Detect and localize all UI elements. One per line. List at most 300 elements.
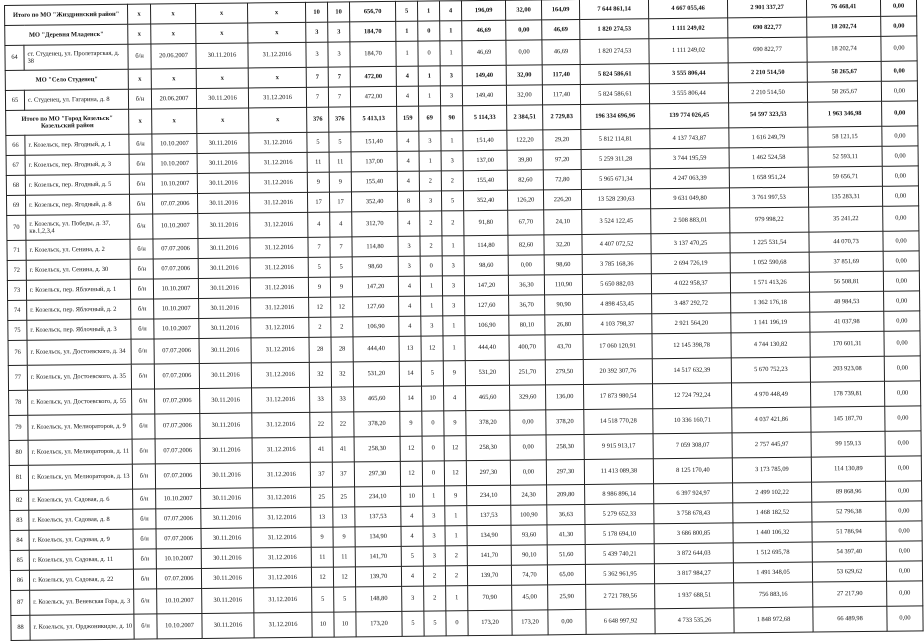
table-cell: 3 173 785,09 bbox=[732, 457, 811, 483]
table-cell: 10.10.2007 bbox=[152, 133, 197, 153]
table-cell: 4 bbox=[396, 86, 418, 106]
table-cell: 30.11.2016 bbox=[200, 388, 252, 414]
row-number: 82 bbox=[10, 490, 29, 510]
table-cell: 5 bbox=[308, 257, 330, 277]
table-cell: 226,20 bbox=[543, 189, 581, 209]
table-cell: б/н bbox=[131, 364, 154, 389]
table-cell: 5 439 740,21 bbox=[585, 544, 654, 565]
table-cell: 30.11.2016 bbox=[202, 613, 254, 639]
table-cell: 82,60 bbox=[507, 170, 543, 190]
table-cell: 0,00 bbox=[508, 255, 544, 275]
table-cell: 2 bbox=[331, 317, 353, 337]
table-cell: 07.07.2006 bbox=[155, 413, 200, 438]
table-cell: 234,10 bbox=[355, 486, 401, 506]
summary-cell: 117,40 bbox=[542, 64, 580, 84]
table-cell: 0,00 bbox=[882, 186, 918, 206]
table-cell: 5 259 311,28 bbox=[581, 149, 650, 170]
table-cell: 4 744 130,82 bbox=[731, 332, 810, 358]
address-cell: г. Козельск, пер. Яблочный, д. 3 bbox=[27, 319, 131, 340]
table-cell: 4 bbox=[399, 316, 421, 336]
summary-cell: 1 111 249,02 bbox=[649, 18, 728, 39]
summary-cell: 139 774 026,45 bbox=[650, 103, 729, 129]
table-cell: 151,40 bbox=[463, 130, 507, 150]
summary-cell: 2 384,51 bbox=[507, 105, 543, 130]
summary-cell: x bbox=[128, 69, 151, 89]
table-cell: 31.12.2016 bbox=[250, 212, 308, 238]
table-cell: 148,80 bbox=[356, 586, 402, 611]
table-cell: 9 bbox=[330, 277, 352, 297]
table-cell: 690 822,77 bbox=[728, 37, 807, 63]
table-cell: 3 bbox=[441, 151, 463, 171]
table-cell: 31.12.2016 bbox=[251, 297, 309, 318]
table-cell: 444,40 bbox=[353, 336, 399, 361]
table-cell: 07.07.2006 bbox=[153, 258, 198, 278]
table-cell: 251,70 bbox=[509, 360, 545, 385]
table-cell: 139,70 bbox=[355, 566, 401, 586]
row-number: 84 bbox=[10, 530, 29, 550]
table-cell: 1 616 249,79 bbox=[729, 127, 808, 148]
table-cell: 3 487 292,72 bbox=[652, 293, 731, 314]
table-cell: 1 bbox=[423, 486, 445, 506]
row-number: 87 bbox=[11, 590, 30, 615]
table-cell: б/н bbox=[128, 89, 151, 109]
table-cell: 6 397 924,97 bbox=[654, 483, 733, 504]
table-cell: 07.07.2006 bbox=[154, 363, 199, 388]
table-cell: б/н bbox=[130, 259, 153, 279]
table-cell: 7 bbox=[328, 87, 350, 107]
summary-cell: x bbox=[151, 68, 196, 88]
table-cell: 11 bbox=[329, 152, 351, 172]
table-cell: 147,20 bbox=[352, 276, 398, 296]
table-cell: 31.12.2016 bbox=[249, 192, 307, 213]
summary-cell: 164,09 bbox=[541, 0, 579, 20]
table-cell: 30.11.2016 bbox=[201, 568, 253, 589]
table-cell: 90,90 bbox=[545, 294, 583, 314]
table-cell: 4 bbox=[398, 211, 420, 236]
table-cell: 37 851,69 bbox=[809, 251, 883, 272]
row-number: 78 bbox=[9, 390, 28, 415]
table-cell: б/н bbox=[131, 319, 154, 339]
summary-cell: x bbox=[128, 4, 151, 24]
table-cell: 70,90 bbox=[468, 585, 512, 610]
table-cell: 31.12.2016 bbox=[251, 317, 309, 338]
table-cell: 07.07.2006 bbox=[156, 508, 201, 528]
table-cell: 2 757 445,97 bbox=[732, 432, 811, 458]
table-cell: 203 923,08 bbox=[810, 356, 884, 382]
summary-cell: 196,09 bbox=[461, 0, 505, 20]
table-cell: 0,00 bbox=[506, 40, 542, 65]
summary-cell: 1 bbox=[418, 66, 440, 86]
table-cell: 17 bbox=[329, 192, 351, 212]
table-cell: 0,00 bbox=[883, 251, 919, 271]
summary-cell: 32,00 bbox=[506, 65, 542, 85]
address-cell: г. Козельск, ул. Орджоникидзе, д. 10 bbox=[30, 614, 134, 640]
table-cell: 9 bbox=[443, 361, 465, 386]
table-cell: 0 bbox=[420, 256, 442, 276]
table-cell: 258,30 bbox=[466, 435, 510, 460]
summary-cell: 69 bbox=[419, 106, 441, 131]
table-cell: 3 bbox=[398, 256, 420, 276]
table-cell: 7 059 308,07 bbox=[653, 433, 732, 459]
summary-cell: 472,00 bbox=[350, 66, 396, 86]
table-cell: 0,00 bbox=[510, 435, 546, 460]
table-cell: 1 bbox=[441, 131, 463, 151]
table-cell: 31.12.2016 bbox=[254, 587, 312, 613]
table-cell: 0,00 bbox=[887, 606, 923, 631]
table-cell: 4 bbox=[399, 296, 421, 316]
table-cell: 3 bbox=[419, 191, 441, 211]
table-cell: 1 658 951,24 bbox=[729, 167, 808, 188]
table-cell: 0,00 bbox=[886, 561, 922, 581]
table-cell: 137,00 bbox=[463, 150, 507, 170]
summary-cell: x bbox=[248, 2, 306, 23]
table-cell: 37 bbox=[310, 462, 332, 487]
table-cell: 30.11.2016 bbox=[198, 258, 250, 279]
table-cell: 51,60 bbox=[547, 544, 585, 564]
address-cell: г. Козельск, ул. Победы, д. 37, кв.1,2,3,4 bbox=[26, 214, 130, 240]
table-cell: 0,00 bbox=[883, 231, 919, 251]
summary-label: МО "Село Студенец" bbox=[5, 69, 128, 90]
table-cell: 100,90 bbox=[511, 505, 547, 525]
table-cell: 378,20 bbox=[546, 409, 584, 434]
table-cell: 30.11.2016 bbox=[201, 508, 253, 529]
table-cell: 4 bbox=[398, 276, 420, 296]
table-cell: 1 440 106,32 bbox=[733, 522, 812, 543]
table-cell: 10 bbox=[334, 612, 356, 637]
table-cell: 80,10 bbox=[509, 315, 545, 335]
table-cell: 4 733 535,26 bbox=[655, 608, 734, 634]
table-cell: 4 bbox=[397, 151, 419, 171]
table-cell: 9 bbox=[311, 527, 333, 547]
table-cell: 31.12.2016 bbox=[249, 132, 307, 153]
table-cell: 07.07.2006 bbox=[156, 528, 201, 548]
table-cell: 31.12.2016 bbox=[252, 387, 310, 413]
table-cell: б/н bbox=[131, 299, 154, 319]
table-cell: 2 bbox=[442, 211, 464, 236]
table-cell: 35 241,22 bbox=[809, 206, 883, 232]
table-cell: 5 bbox=[424, 611, 446, 636]
row-number: 67 bbox=[6, 155, 25, 175]
table-cell: 4 bbox=[397, 131, 419, 151]
address-cell: г. Козельск, пер. Ягодный, д. 3 bbox=[25, 154, 129, 175]
table-cell: 10.10.2007 bbox=[154, 298, 199, 318]
table-cell: 10.10.2007 bbox=[157, 588, 202, 613]
table-cell: 2 bbox=[423, 566, 445, 586]
table-cell: 1 468 182,52 bbox=[733, 502, 812, 523]
table-cell: 297,30 bbox=[546, 459, 584, 484]
row-number: 74 bbox=[8, 300, 27, 320]
table-cell: 184,70 bbox=[350, 41, 396, 66]
table-cell: 32 bbox=[309, 362, 331, 387]
table-cell: 178 739,81 bbox=[811, 381, 885, 407]
table-cell: 0,00 bbox=[886, 521, 922, 541]
table-cell: 137,53 bbox=[355, 506, 401, 526]
table-cell: 756 883,16 bbox=[734, 582, 813, 608]
table-cell: 27 217,90 bbox=[813, 581, 887, 607]
table-cell: 3 785 168,36 bbox=[582, 254, 651, 275]
summary-cell: 1 bbox=[396, 21, 418, 41]
table-cell: 3 817 984,27 bbox=[654, 563, 733, 584]
table-cell: 32,20 bbox=[544, 234, 582, 254]
table-cell: 12 145 398,78 bbox=[652, 333, 731, 359]
table-cell: 07.07.2006 bbox=[153, 238, 198, 258]
table-cell: 10.10.2007 bbox=[153, 213, 198, 238]
table-body bbox=[5, 0, 924, 640]
table-cell: 110,90 bbox=[544, 274, 582, 294]
table-cell: 3 524 122,45 bbox=[582, 209, 651, 235]
summary-cell: 7 bbox=[306, 67, 328, 87]
table-cell: 0,00 bbox=[884, 356, 920, 381]
table-cell: б/н bbox=[133, 489, 156, 509]
table-cell: 72,80 bbox=[543, 169, 581, 189]
table-cell: 13 bbox=[311, 507, 333, 527]
table-cell: 1 462 524,58 bbox=[729, 147, 808, 168]
table-cell: 5 362 961,95 bbox=[585, 564, 654, 585]
table-cell: 5 812 114,81 bbox=[581, 129, 650, 150]
row-number: 70 bbox=[7, 215, 26, 240]
table-cell: 0 bbox=[422, 411, 444, 436]
table-cell: 0,00 bbox=[885, 431, 921, 456]
table-cell: 22 bbox=[332, 412, 354, 437]
summary-cell: 3 555 806,44 bbox=[649, 63, 728, 84]
row-number: 64 bbox=[5, 45, 24, 70]
table-cell: 45,00 bbox=[512, 585, 548, 610]
table-cell: 0 bbox=[418, 41, 440, 66]
table-cell: 297,30 bbox=[354, 461, 400, 486]
table-cell: 07.07.2006 bbox=[155, 438, 200, 463]
table-cell: 4 022 958,37 bbox=[651, 273, 730, 294]
summary-cell: 149,40 bbox=[462, 65, 506, 85]
table-cell: 20.06.2007 bbox=[151, 88, 196, 108]
table-cell: 46,69 bbox=[462, 40, 506, 65]
table-cell: 5 bbox=[307, 132, 329, 152]
summary-cell: 4 667 055,46 bbox=[648, 0, 727, 19]
table-cell: 145 187,70 bbox=[811, 406, 885, 432]
table-cell: 1 225 531,54 bbox=[730, 232, 809, 253]
table-cell: 31.12.2016 bbox=[250, 257, 308, 278]
table-cell: 1 141 196,19 bbox=[731, 312, 810, 333]
table-cell: 31.12.2016 bbox=[251, 362, 309, 388]
summary-cell: 5 114,33 bbox=[463, 105, 507, 130]
table-cell: 2 bbox=[420, 236, 442, 256]
table-cell: 18 202,74 bbox=[807, 36, 881, 62]
row-number: 81 bbox=[9, 465, 28, 490]
table-cell: 151,40 bbox=[351, 131, 397, 151]
table-cell: 17 060 120,91 bbox=[583, 334, 652, 360]
table-cell: б/н bbox=[132, 439, 155, 464]
table-cell: 352,40 bbox=[351, 191, 397, 211]
table-cell: 10 bbox=[401, 486, 423, 506]
table-cell: 74,70 bbox=[511, 565, 547, 585]
table-cell: 137,53 bbox=[467, 505, 511, 525]
row-number: 77 bbox=[8, 365, 27, 390]
table-cell: 2 499 102,22 bbox=[733, 482, 812, 503]
table-cell: 46,69 bbox=[542, 39, 580, 64]
table-cell: 531,20 bbox=[353, 361, 399, 386]
table-cell: 173,20 bbox=[512, 610, 548, 635]
table-cell: 4 407 072,52 bbox=[582, 234, 651, 255]
row-number: 71 bbox=[7, 240, 26, 260]
table-cell: 5 bbox=[329, 132, 351, 152]
table-cell: б/н bbox=[133, 569, 156, 589]
table-cell: 2 921 564,20 bbox=[652, 313, 731, 334]
table-cell: 0,00 bbox=[884, 311, 920, 331]
summary-cell: x bbox=[128, 24, 151, 44]
table-cell: 98,60 bbox=[544, 254, 582, 274]
table-cell: 52 796,38 bbox=[812, 501, 886, 522]
address-cell: г. Козельск, ул. Достоевского, д. 35 bbox=[27, 364, 131, 390]
table-cell: 31.12.2016 bbox=[254, 612, 312, 638]
row-number: 85 bbox=[10, 550, 29, 570]
table-cell: 279,50 bbox=[545, 359, 583, 384]
address-cell: г. Козельск, пер. Яблочный, д. 2 bbox=[27, 299, 131, 320]
table-cell: 3 bbox=[328, 42, 350, 67]
table-cell: 10.10.2007 bbox=[153, 278, 198, 298]
summary-label: Итого по МО "Город Козельск" Козельский район bbox=[6, 109, 129, 135]
table-cell: 31.12.2016 bbox=[253, 507, 311, 528]
table-cell: 9 bbox=[444, 411, 466, 436]
table-cell: б/н bbox=[130, 194, 153, 214]
summary-cell: 32,00 bbox=[505, 0, 541, 20]
summary-cell: 159 bbox=[397, 106, 419, 131]
address-cell: г. Козельск, ул. Мелиораторов, д. 9 bbox=[28, 414, 132, 440]
table-cell: 4 898 453,45 bbox=[583, 294, 652, 315]
table-cell: 136,00 bbox=[546, 384, 584, 409]
table-cell: 3 bbox=[423, 526, 445, 546]
table-cell: 465,60 bbox=[466, 385, 510, 410]
table-cell: 53 629,62 bbox=[812, 561, 886, 582]
table-cell: 5 bbox=[441, 191, 463, 211]
summary-cell: 376 bbox=[307, 107, 329, 132]
table-cell: 312,70 bbox=[352, 211, 398, 236]
table-cell: 106,90 bbox=[353, 316, 399, 336]
table-cell: 155,40 bbox=[463, 170, 507, 190]
table-cell: 465,60 bbox=[354, 386, 400, 411]
table-cell: 1 848 972,68 bbox=[734, 607, 813, 633]
row-number: 66 bbox=[6, 135, 25, 155]
table-cell: б/н bbox=[128, 44, 151, 69]
summary-cell: 196 334 696,96 bbox=[581, 104, 650, 130]
table-cell: 141,70 bbox=[355, 546, 401, 566]
address-cell: ст. Студенец, ул. Пролетарская, д. 38 bbox=[24, 44, 128, 70]
table-cell: 1 bbox=[419, 151, 441, 171]
table-cell: 31.12.2016 bbox=[252, 412, 310, 438]
table-cell: 0,00 bbox=[881, 36, 917, 61]
table-cell: 14 bbox=[399, 361, 421, 386]
table-cell: 3 758 678,43 bbox=[654, 503, 733, 524]
table-cell: б/н bbox=[134, 614, 157, 639]
table-cell: 3 bbox=[440, 86, 462, 106]
summary-cell: 376 bbox=[329, 107, 351, 132]
table-cell: 51 786,94 bbox=[812, 521, 886, 542]
summary-cell: 10 bbox=[328, 2, 350, 22]
row-number: 83 bbox=[10, 510, 29, 530]
table-cell: 531,20 bbox=[465, 360, 509, 385]
table-cell: 3 137 470,25 bbox=[651, 233, 730, 254]
table-cell: 11 bbox=[307, 152, 329, 172]
table-cell: 30.11.2016 bbox=[197, 173, 249, 194]
table-cell: 1 820 274,53 bbox=[580, 39, 649, 65]
table-cell: 5 bbox=[334, 587, 356, 612]
table-cell: 30.11.2016 bbox=[199, 298, 251, 319]
table-cell: 90,10 bbox=[511, 545, 547, 565]
row-number: 73 bbox=[7, 280, 26, 300]
table-cell: 89 868,96 bbox=[812, 481, 886, 502]
table-cell: 4 bbox=[444, 386, 466, 411]
table-cell: 9 631 049,80 bbox=[650, 188, 729, 209]
table-cell: 11 bbox=[311, 547, 333, 567]
table-cell: 91,80 bbox=[464, 210, 508, 235]
table-cell: 1 bbox=[443, 336, 465, 361]
table-cell: 135 283,31 bbox=[808, 186, 882, 207]
table-cell: 30.11.2016 bbox=[198, 278, 250, 299]
table-cell: 4 bbox=[397, 171, 419, 191]
summary-cell: x bbox=[196, 68, 248, 89]
summary-cell: 18 202,74 bbox=[807, 16, 881, 37]
summary-cell: 46,69 bbox=[462, 20, 506, 40]
address-cell: г. Козельск, пер. Яблочный, д. 1 bbox=[26, 279, 130, 300]
table-cell: 12 bbox=[421, 336, 443, 361]
table-cell: 36,70 bbox=[509, 295, 545, 315]
table-cell: 66 489,98 bbox=[813, 606, 887, 632]
table-cell: 14 518 770,28 bbox=[584, 409, 653, 435]
table-cell: 30.11.2016 bbox=[200, 413, 252, 439]
table-cell: 117,40 bbox=[542, 84, 580, 104]
table-cell: 8 bbox=[397, 191, 419, 211]
table-cell: б/н bbox=[131, 339, 154, 364]
table-cell: 93,60 bbox=[511, 525, 547, 545]
table-cell: 0,00 bbox=[885, 406, 921, 431]
table-cell: б/н bbox=[130, 214, 153, 239]
table-cell: 3 bbox=[398, 236, 420, 256]
table-cell: 4 970 448,49 bbox=[732, 382, 811, 408]
table-cell: 10.10.2007 bbox=[156, 488, 201, 508]
table-cell: 31.12.2016 bbox=[252, 437, 310, 463]
table-cell: 44 070,73 bbox=[809, 231, 883, 252]
table-cell: 258,30 bbox=[354, 436, 400, 461]
table-cell: 0,00 bbox=[885, 456, 921, 481]
table-cell: 0 bbox=[422, 461, 444, 486]
table-cell: 4 bbox=[401, 566, 423, 586]
table-cell: 1 bbox=[446, 586, 468, 611]
address-cell: г. Козельск, ул. Садовая, д. 11 bbox=[29, 549, 133, 570]
table-cell: 6 648 997,92 bbox=[586, 609, 655, 635]
table-cell: б/н bbox=[130, 279, 153, 299]
table-cell: 31.12.2016 bbox=[250, 277, 308, 298]
table-cell: 3 bbox=[423, 506, 445, 526]
table-cell: 1 491 348,05 bbox=[733, 562, 812, 583]
table-cell: 2 bbox=[420, 211, 442, 236]
table-cell: 11 413 089,38 bbox=[584, 459, 653, 485]
summary-cell: x bbox=[152, 108, 197, 133]
table-cell: 7 bbox=[330, 237, 352, 257]
table-cell: 378,20 bbox=[354, 411, 400, 436]
summary-cell: 656,70 bbox=[350, 1, 396, 21]
table-cell: 114 130,89 bbox=[811, 456, 885, 482]
row-number: 68 bbox=[6, 175, 25, 195]
table-cell: 141,70 bbox=[467, 545, 511, 565]
table-cell: 31.12.2016 bbox=[248, 87, 306, 108]
table-cell: 20 392 307,76 bbox=[583, 359, 652, 385]
table-cell: 0,00 bbox=[883, 271, 919, 291]
table-cell: 2 694 726,19 bbox=[651, 253, 730, 274]
summary-cell: 5 bbox=[395, 1, 417, 21]
table-cell: 13 528 230,63 bbox=[581, 189, 650, 210]
table-cell: 30.11.2016 bbox=[202, 588, 254, 614]
table-cell: 26,80 bbox=[545, 314, 583, 334]
table-cell: 28 bbox=[331, 337, 353, 362]
summary-cell: 3 bbox=[306, 22, 328, 42]
